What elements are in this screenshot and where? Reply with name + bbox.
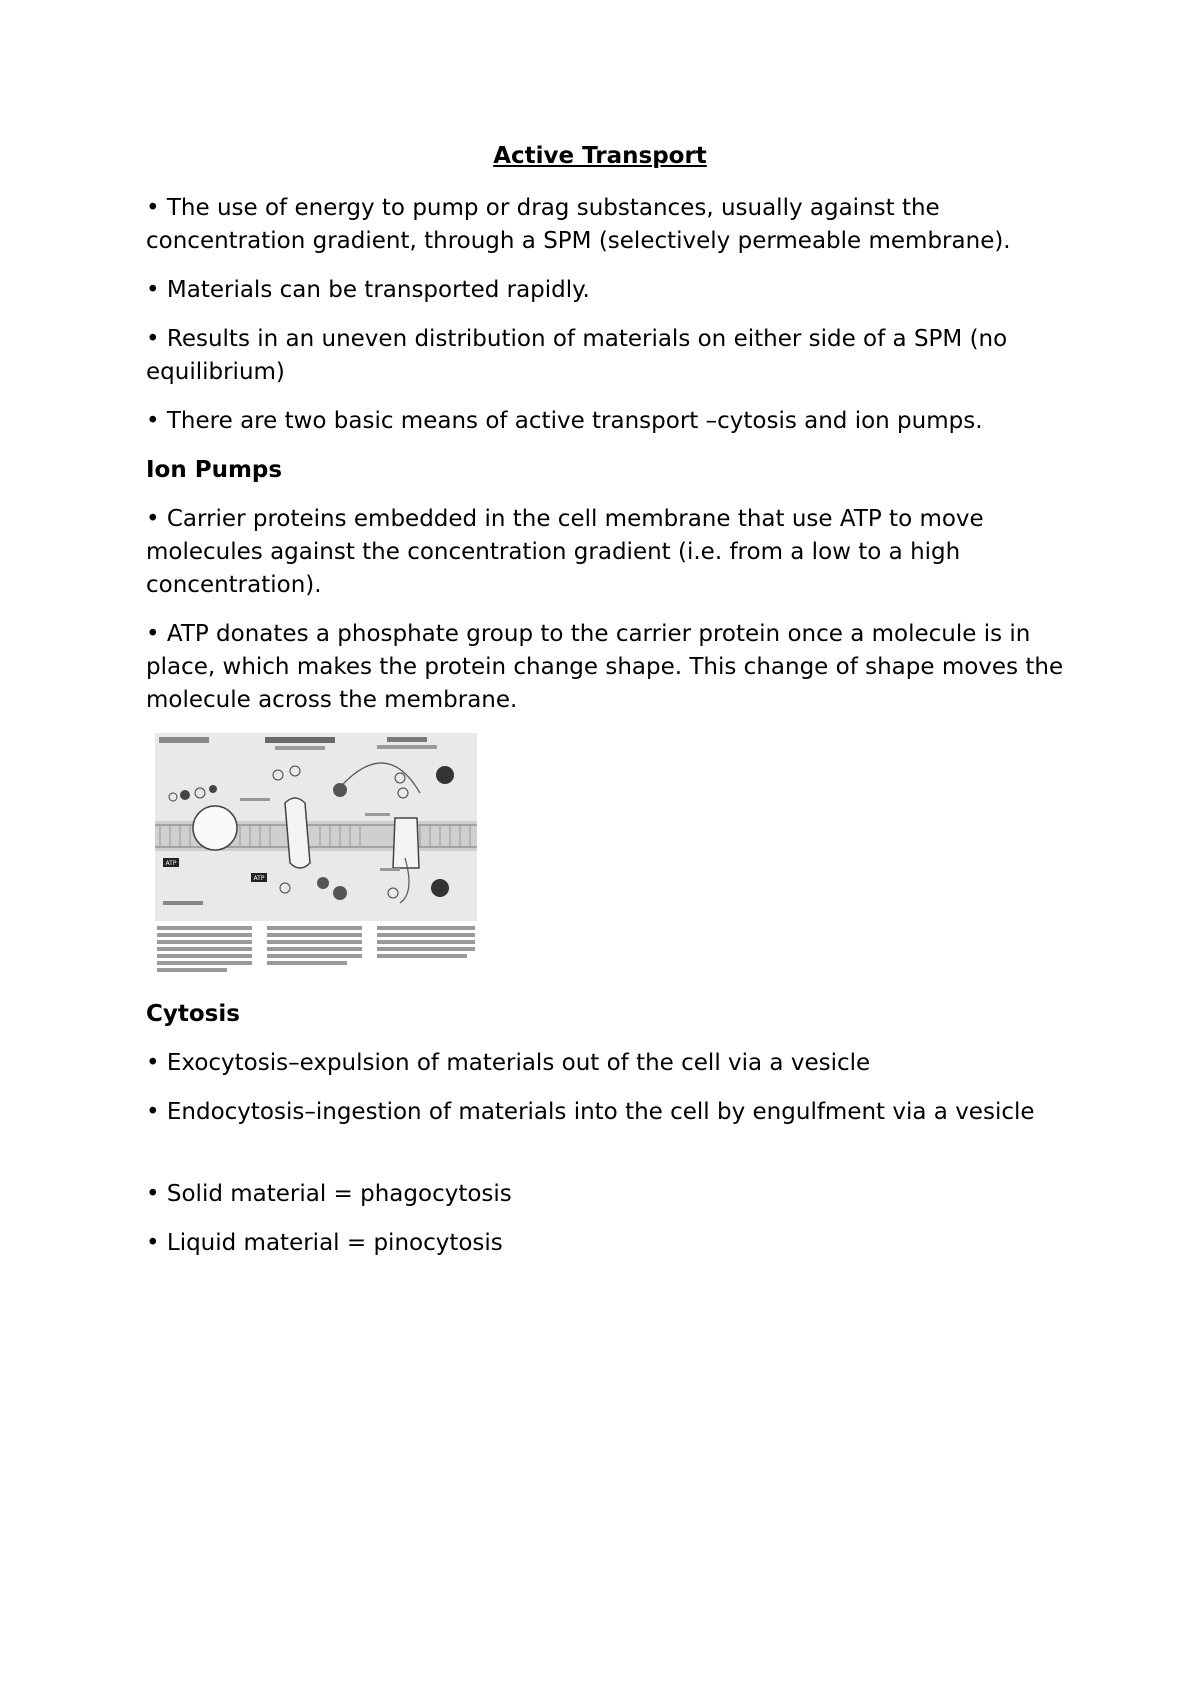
intro-text-4: • There are two basic means of active transport –cytosis and ion pumps. (146, 408, 983, 434)
intro-bullet-4 (146, 405, 1076, 438)
atp-label-2: ATP (253, 875, 265, 882)
cytosis-text-4: • Liquid material = pinocytosis (146, 1230, 503, 1256)
atp-label-1: ATP (165, 860, 177, 867)
intro-text-1: • The use of energy to pump or drag substances, usually against the concentration gradient, through a SPM (selectively permeable membrane). (146, 195, 1011, 254)
ion-pumps-bullet-1 (146, 503, 1076, 602)
cytosis-heading: Cytosis (146, 1001, 240, 1027)
cytosis-text-3: • Solid material = phagocytosis (146, 1181, 512, 1207)
intro-bullet-2 (146, 274, 1076, 307)
intro-bullet-3 (146, 323, 1076, 389)
ion-pumps-text-2: • ATP donates a phosphate group to the carrier protein once a molecule is in place, which makes the protein change shape. This change of shape moves the molecule across the membrane. (146, 621, 1064, 713)
cytosis-bullet-3 (146, 1178, 1076, 1211)
cytosis-bullet-2 (146, 1096, 1076, 1129)
intro-text-2: • Materials can be transported rapidly. (146, 277, 590, 303)
cytosis-text-1: • Exocytosis–expulsion of materials out of the cell via a vesicle (146, 1050, 871, 1076)
cytosis-bullet-4 (146, 1227, 1076, 1260)
ion-pumps-text-1: • Carrier proteins embedded in the cell membrane that use ATP to move molecules against the concentration gradient (i.e. from a low to a high concentration). (146, 506, 984, 598)
ion-pump-diagram-figure (155, 733, 477, 983)
cytosis-bullet-1 (146, 1047, 1076, 1080)
intro-bullet-1 (146, 192, 1076, 258)
page-title: Active Transport (493, 143, 707, 169)
ion-pumps-bullet-2 (146, 618, 1076, 717)
ion-pumps-heading: Ion Pumps (146, 457, 283, 483)
intro-text-3: • Results in an uneven distribution of materials on either side of a SPM (no equilibrium) (146, 326, 1008, 385)
cytosis-text-2: • Endocytosis–ingestion of materials into the cell by engulfment via a vesicle (146, 1099, 1035, 1125)
